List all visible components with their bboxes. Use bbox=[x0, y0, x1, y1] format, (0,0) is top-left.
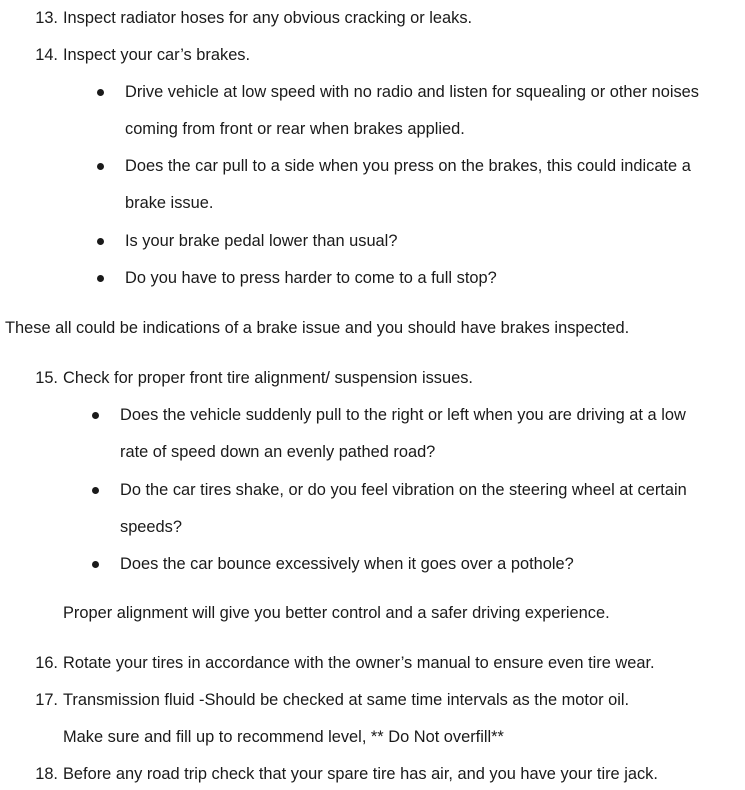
item-text-14: Inspect your car’s brakes. bbox=[63, 46, 251, 64]
item-text-17: Transmission fluid -Should be checked at same time intervals as the motor oil. bbox=[63, 691, 630, 709]
item-number-13: 13. bbox=[35, 9, 58, 27]
bullet-text: Do you have to press harder to come to a full stop? bbox=[125, 269, 497, 287]
item-text-13: Inspect radiator hoses for any obvious cracking or leaks. bbox=[63, 9, 473, 27]
item-number-15: 15. bbox=[35, 369, 58, 387]
brake-note: These all could be indications of a brake issue and you should have brakes inspected. bbox=[5, 319, 630, 337]
bullet-dot bbox=[97, 89, 104, 96]
bullet-text: Does the car bounce excessively when it goes over a pothole? bbox=[120, 555, 574, 573]
bullet-text: Is your brake pedal lower than usual? bbox=[125, 232, 398, 250]
bullet-text-continued: coming from front or rear when brakes applied. bbox=[125, 120, 465, 138]
bullet-text: Does the vehicle suddenly pull to the right or left when you are driving at a low bbox=[120, 406, 686, 424]
bullet-text-continued: brake issue. bbox=[125, 194, 214, 212]
alignment-note: Proper alignment will give you better control and a safer driving experience. bbox=[63, 604, 610, 622]
item-number-16: 16. bbox=[35, 654, 58, 672]
item-number-14: 14. bbox=[35, 46, 58, 64]
item-text-16: Rotate your tires in accordance with the owner’s manual to ensure even tire wear. bbox=[63, 654, 655, 672]
bullet-text-continued: rate of speed down an evenly pathed road? bbox=[120, 443, 436, 461]
item-text-18: Before any road trip check that your spare tire has air, and you have your tire jack. bbox=[63, 765, 658, 783]
bullet-dot bbox=[97, 238, 104, 245]
bullet-dot bbox=[92, 561, 99, 568]
item-number-18: 18. bbox=[35, 765, 58, 783]
bullet-dot bbox=[92, 487, 99, 494]
bullet-text: Does the car pull to a side when you press on the brakes, this could indicate a bbox=[125, 157, 691, 175]
item-text-17-continued: Make sure and fill up to recommend level, ** Do Not overfill** bbox=[63, 728, 504, 746]
item-text-15: Check for proper front tire alignment/ suspension issues. bbox=[63, 369, 473, 387]
bullet-dot bbox=[92, 412, 99, 419]
bullet-text: Drive vehicle at low speed with no radio and listen for squealing or other noises bbox=[125, 83, 699, 101]
bullet-dot bbox=[97, 275, 104, 282]
bullet-dot bbox=[97, 163, 104, 170]
item-number-17: 17. bbox=[35, 691, 58, 709]
bullet-text-continued: speeds? bbox=[120, 518, 182, 536]
bullet-text: Do the car tires shake, or do you feel vibration on the steering wheel at certain bbox=[120, 481, 687, 499]
